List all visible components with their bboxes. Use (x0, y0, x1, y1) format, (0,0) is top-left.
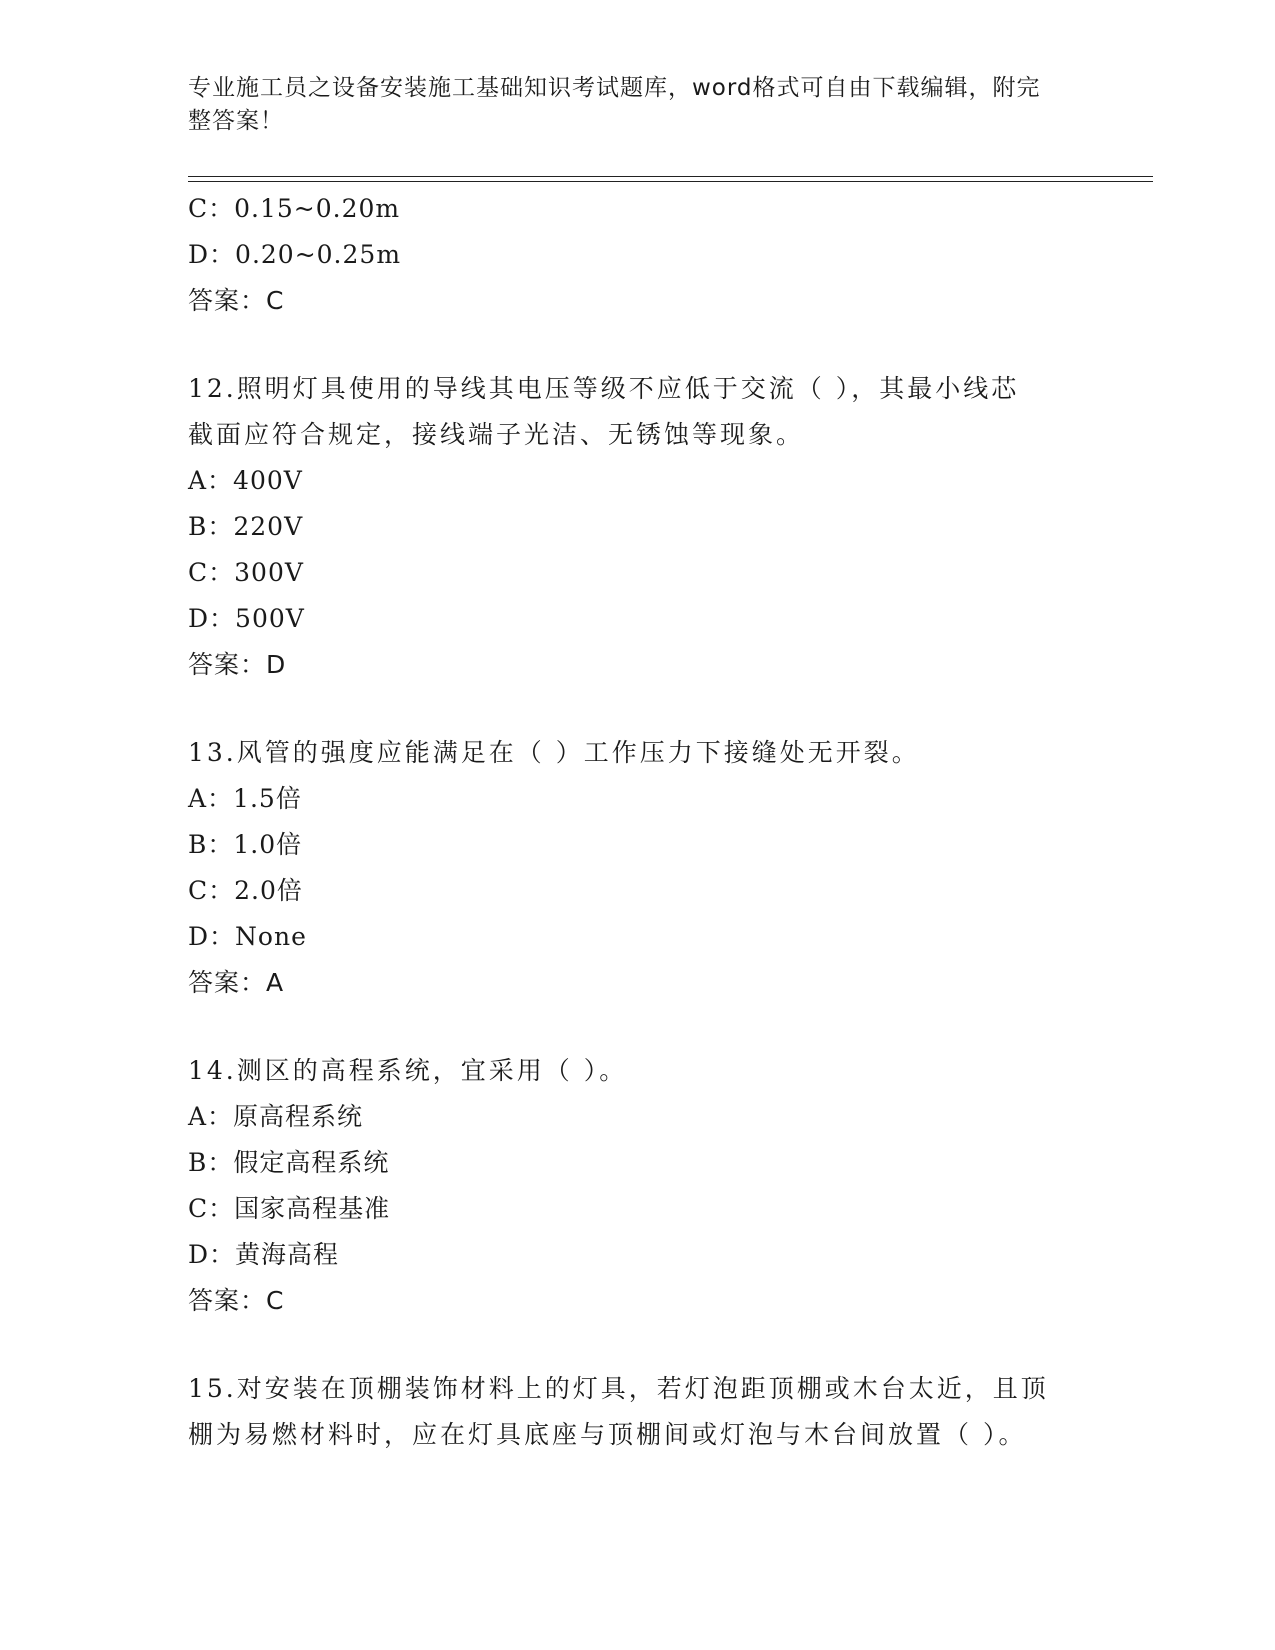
answer: 答案：C (188, 286, 285, 315)
option-d: D：黄海高程 (188, 1240, 340, 1269)
question-text-line-1: 13.风管的强度应能满足在（ ）工作压力下接缝处无开裂。 (188, 738, 920, 767)
option-c: C：国家高程基准 (188, 1194, 391, 1223)
option-a: A：1.5倍 (188, 784, 302, 813)
header-rule-top (188, 176, 1153, 177)
option-d: D：0.20~0.25m (188, 240, 402, 269)
header-rule-bottom (188, 181, 1153, 182)
option-d: D：None (188, 922, 307, 951)
question-text-line-1: 14.测区的高程系统，宜采用（ ）。 (188, 1056, 628, 1085)
question-12 (188, 366, 1088, 688)
option-d: D：500V (188, 604, 305, 633)
document-header (188, 72, 1068, 138)
spacer (188, 688, 1088, 730)
question-text-line-2: 截面应符合规定，接线端子光洁、无锈蚀等现象。 (188, 420, 805, 449)
answer: 答案：D (188, 650, 287, 679)
header-line-1: 专业施工员之设备安装施工基础知识考试题库，word格式可自由下载编辑，附完 (188, 75, 1041, 101)
header-line-2: 整答案！ (188, 108, 284, 134)
question-11-tail (188, 186, 1088, 324)
question-14 (188, 1048, 1088, 1324)
question-13 (188, 730, 1088, 1006)
spacer (188, 1324, 1088, 1366)
answer: 答案：A (188, 968, 285, 997)
option-c: C：0.15~0.20m (188, 194, 401, 223)
question-body (188, 186, 1088, 1458)
question-text-line-2: 棚为易燃材料时，应在灯具底座与顶棚间或灯泡与木台间放置（ ）。 (188, 1420, 1027, 1449)
question-text-line-1: 12.照明灯具使用的导线其电压等级不应低于交流（ ），其最小线芯 (188, 374, 1020, 403)
option-b: B：假定高程系统 (188, 1148, 390, 1177)
option-c: C：300V (188, 558, 304, 587)
option-b: B：1.0倍 (188, 830, 303, 859)
option-a: A：400V (188, 466, 303, 495)
option-b: B：220V (188, 512, 304, 541)
option-c: C：2.0倍 (188, 876, 303, 905)
spacer (188, 324, 1088, 366)
spacer (188, 1006, 1088, 1048)
answer: 答案：C (188, 1286, 285, 1315)
question-text-line-1: 15.对安装在顶棚装饰材料上的灯具，若灯泡距顶棚或木台太近，且顶 (188, 1374, 1049, 1403)
option-a: A：原高程系统 (188, 1102, 364, 1131)
question-15 (188, 1366, 1088, 1458)
